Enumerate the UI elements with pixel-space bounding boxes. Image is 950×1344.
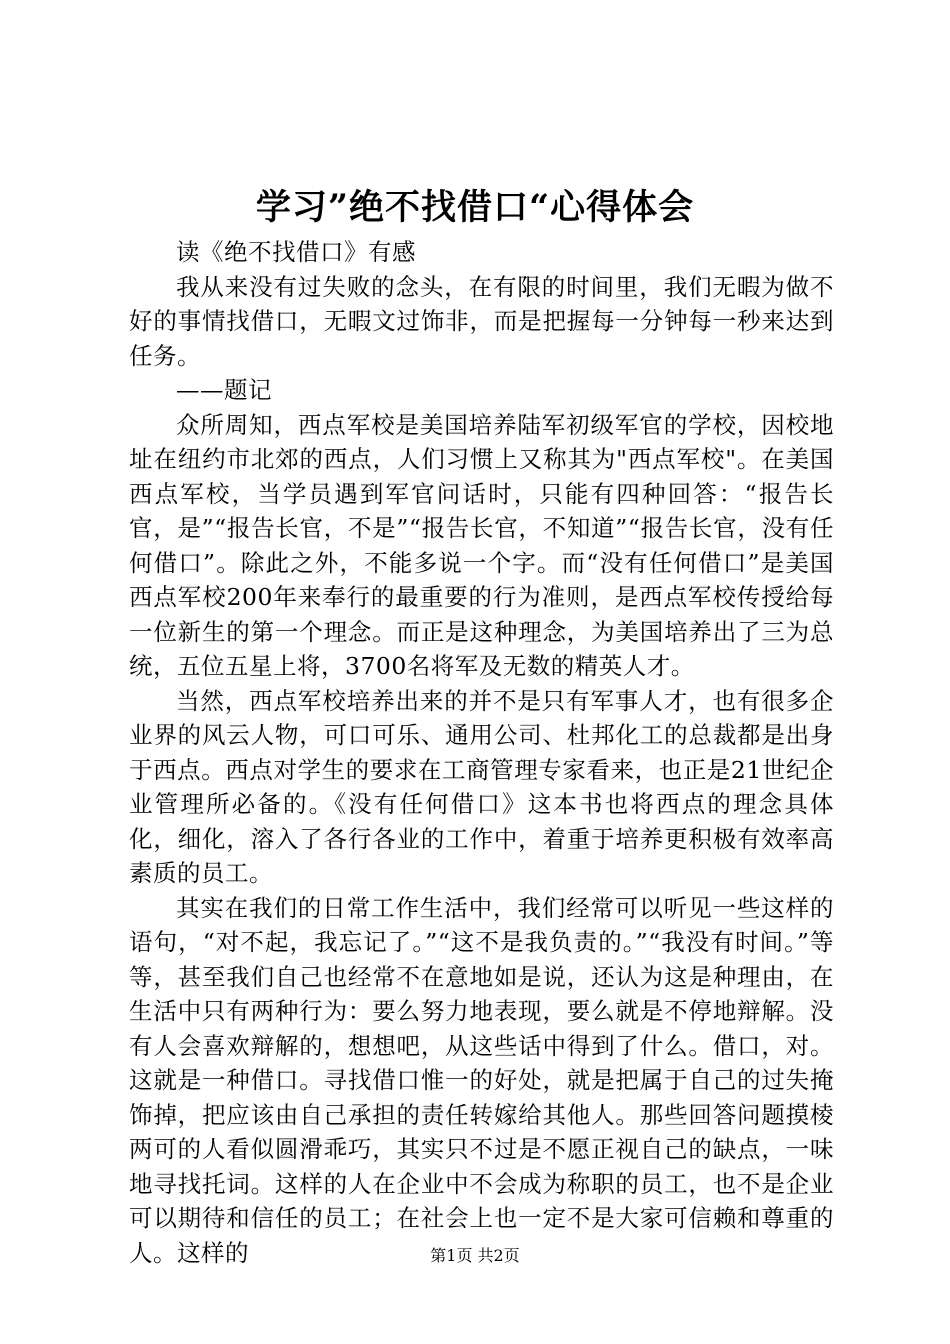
paragraph-epigraph-source: ——题记 (176, 376, 272, 404)
paragraph-business-leaders: 当然，西点军校培养出来的并不是只有军事人才，也有很多企业界的风云人物，可口可乐、通用公司、杜邦化工的总裁都是出身于西点。西点对学生的要求在工商管理专家看来，也正是21世纪企业管理所必备的。《没有任何借口》这本书也将西点的理念具体化，细化，溶入了各行各业的工作中，着重于培养更积极有效率高素质的员工。 (129, 686, 834, 887)
paragraph-subtitle: 读《绝不找借口》有感 (176, 238, 416, 266)
paragraph-west-point: 众所周知，西点军校是美国培养陆军初级军官的学校，因校地址在纽约市北郊的西点，人们习惯上又称其为"西点军校"。在美国西点军校，当学员遇到军官问话时，只能有四种回答：“报告长官，是”“报告长官，不是”“报告长官，不知道”“报告长官，没有任何借口”。除此之外，不能多说一个字。而“没有任何借口”是美国西点军校200年来奉行的最重要的行为准则，是西点军校传授给每一位新生的第一个理念。而正是这种理念，为美国培养出了三为总统，五位五星上将，3700名将军及无数的精英人才。 (129, 410, 834, 680)
document-title: 学习”绝不找借口“心得体会 (255, 187, 695, 228)
document-body (129, 235, 834, 1270)
paragraph-daily-excuses: 其实在我们的日常工作生活中，我们经常可以听见一些这样的语句，“对不起，我忘记了。”“这不是我负责的。”“我没有时间。”等等，甚至我们自己也经常不在意地如是说，还认为这是种理由，在生活中只有两种行为：要么努力地表现，要么就是不停地辩解。没有人会喜欢辩解的，想想吧，从这些话中得到了什么。借口，对。这就是一种借口。寻找借口惟一的好处，就是把属于自己的过失掩饰掉，把应该由自己承担的责任转嫁给其他人。那些回答问题摸棱两可的人看似圆滑乖巧，其实只不过是不愿正视自己的缺点，一味地寻找托词。这样的人在企业中不会成为称职的员工，也不是企业可以期待和信任的员工；在社会上也一定不是大家可信赖和尊重的人。这样的 (129, 893, 834, 1267)
page-footer: 第1页 共2页 (430, 1246, 520, 1265)
paragraph-epigraph: 我从来没有过失败的念头，在有限的时间里，我们无暇为做不好的事情找借口，无暇文过饰非，而是把握每一分钟每一秒来达到任务。 (129, 272, 834, 370)
